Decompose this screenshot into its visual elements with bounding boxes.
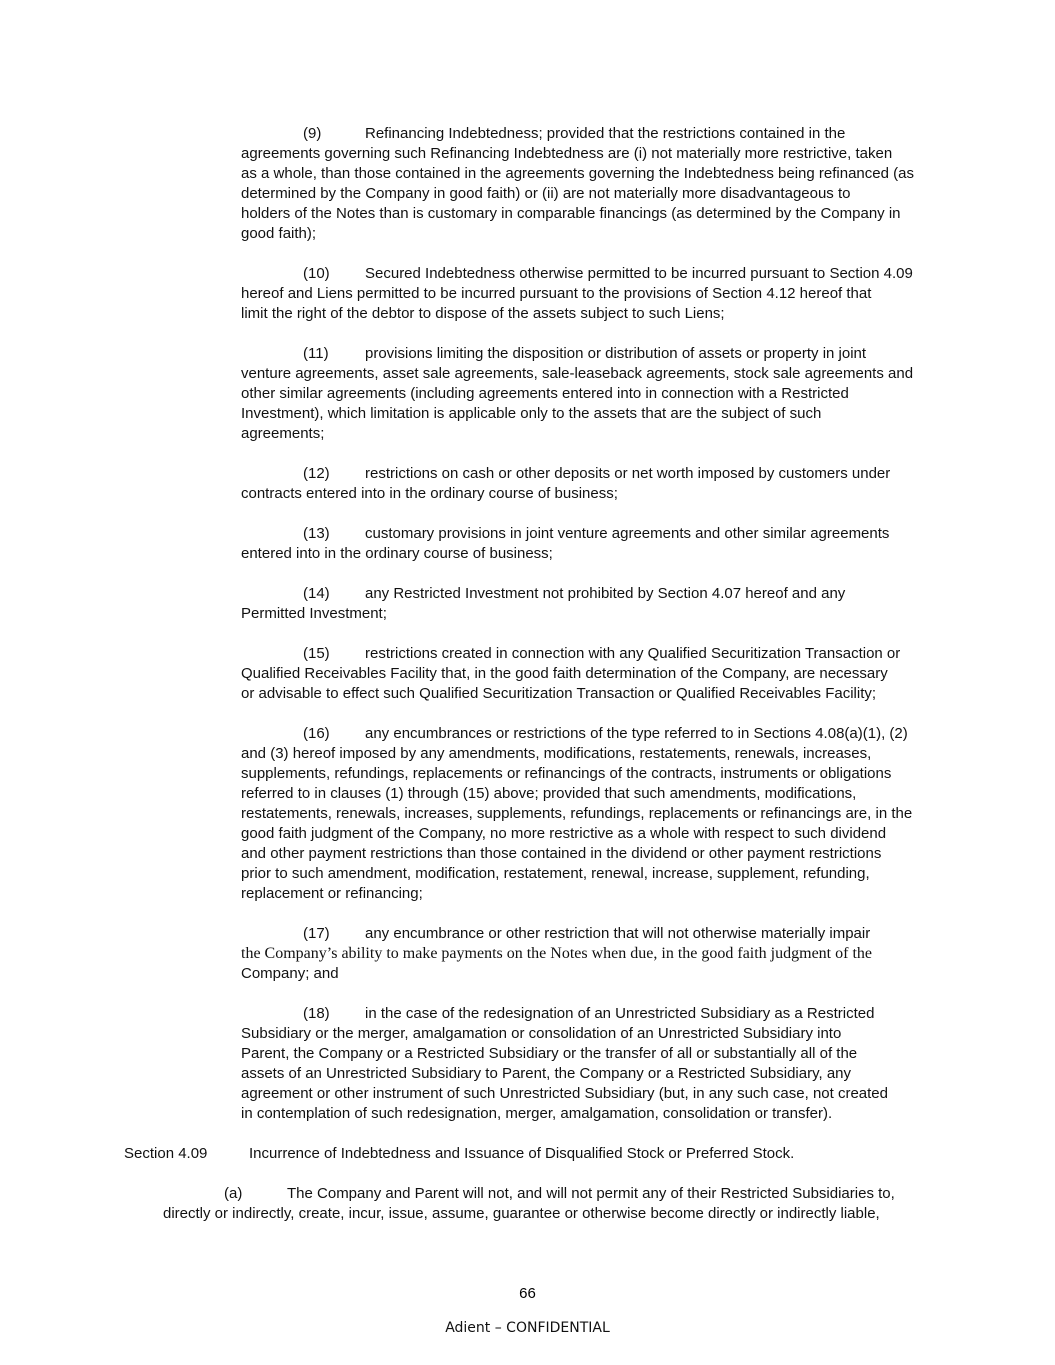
section-number: Section 4.09 bbox=[124, 1145, 208, 1162]
clause-line: referred to in clauses (1) through (15) above; provided that such amendments, modifications, bbox=[241, 785, 857, 802]
clause-number: (13) bbox=[303, 525, 330, 542]
clause-line: or advisable to effect such Qualified Securitization Transaction or Qualified Receivables Facility; bbox=[241, 685, 877, 702]
clause-first-line: any encumbrances or restrictions of the type referred to in Sections 4.08(a)(1), (2) bbox=[365, 725, 908, 742]
clause-18 bbox=[241, 1004, 936, 1124]
clause-line: assets of an Unrestricted Subsidiary to Parent, the Company or a Restricted Subsidiary, any bbox=[241, 1065, 852, 1082]
clause-line: replacement or refinancing; bbox=[241, 885, 423, 902]
clause-line: entered into in the ordinary course of business; bbox=[241, 545, 553, 562]
clause-line: the Company’s ability to make payments on the Notes when due, in the good faith judgment of the bbox=[241, 945, 872, 962]
clause-12 bbox=[241, 464, 936, 504]
clause-first-line: any encumbrance or other restriction that will not otherwise materially impair bbox=[365, 925, 871, 942]
clause-line: Company; and bbox=[241, 965, 339, 982]
clause-line: determined by the Company in good faith) or (ii) are not materially more disadvantageous to bbox=[241, 185, 851, 202]
clause-line: limit the right of the debtor to dispose of the assets subject to such Liens; bbox=[241, 305, 725, 322]
clause-line: Qualified Receivables Facility that, in the good faith determination of the Company, are necessary bbox=[241, 665, 888, 682]
clause-first-line: customary provisions in joint venture agreements and other similar agreements bbox=[365, 525, 890, 542]
clause-line: restatements, renewals, increases, supplements, refundings, replacements or refinancings are, in the bbox=[241, 805, 913, 822]
clause-line: venture agreements, asset sale agreements, sale-leaseback agreements, stock sale agreements and bbox=[241, 365, 914, 382]
clause-number: (18) bbox=[303, 1005, 330, 1022]
paragraph-first-line: The Company and Parent will not, and will not permit any of their Restricted Subsidiaries to, bbox=[287, 1185, 895, 1202]
clause-line: agreements; bbox=[241, 425, 325, 442]
clause-line: contracts entered into in the ordinary course of business; bbox=[241, 485, 618, 502]
clause-first-line: provisions limiting the disposition or distribution of assets or property in joint bbox=[365, 345, 867, 362]
section-heading bbox=[124, 1144, 794, 1164]
clause-line: good faith judgment of the Company, no more restrictive as a whole with respect to such dividend bbox=[241, 825, 887, 842]
clause-line: hereof and Liens permitted to be incurred pursuant to the provisions of Section 4.12 hereof that bbox=[241, 285, 872, 302]
clause-line: and (3) hereof imposed by any amendments, modifications, restatements, renewals, increases, bbox=[241, 745, 872, 762]
section-title: Incurrence of Indebtedness and Issuance of Disqualified Stock or Preferred Stock. bbox=[249, 1145, 795, 1162]
clause-first-line: Secured Indebtedness otherwise permitted to be incurred pursuant to Section 4.09 bbox=[365, 265, 913, 282]
clause-line: as a whole, than those contained in the agreements governing the Indebtedness being refinanced (as bbox=[241, 165, 914, 182]
clause-16 bbox=[241, 724, 936, 904]
clause-line: Subsidiary or the merger, amalgamation or consolidation of an Unrestricted Subsidiary into bbox=[241, 1025, 842, 1042]
clause-9 bbox=[241, 124, 936, 244]
clause-number: (17) bbox=[303, 925, 330, 942]
clause-number: (11) bbox=[303, 345, 329, 362]
page-number: 66 bbox=[519, 1285, 536, 1302]
clause-line: Parent, the Company or a Restricted Subsidiary or the transfer of all or substantially all of the bbox=[241, 1045, 858, 1062]
clause-10 bbox=[241, 264, 936, 324]
clause-line: prior to such amendment, modification, restatement, renewal, increase, supplement, refunding, bbox=[241, 865, 870, 882]
clause-line: other similar agreements (including agreements entered into in connection with a Restricted bbox=[241, 385, 849, 402]
clause-first-line: in the case of the redesignation of an Unrestricted Subsidiary as a Restricted bbox=[365, 1005, 875, 1022]
clause-line: agreement or other instrument of such Unrestricted Subsidiary (but, in any such case, not created bbox=[241, 1085, 888, 1102]
clause-number: (16) bbox=[303, 725, 330, 742]
clause-line: Permitted Investment; bbox=[241, 605, 387, 622]
clause-14 bbox=[241, 584, 936, 624]
clause-11 bbox=[241, 344, 936, 444]
clause-line: Investment), which limitation is applicable only to the assets that are the subject of such bbox=[241, 405, 822, 422]
clause-first-line: any Restricted Investment not prohibited by Section 4.07 hereof and any bbox=[365, 585, 846, 602]
clause-first-line: restrictions on cash or other deposits or net worth imposed by customers under bbox=[365, 465, 891, 482]
clause-line: good faith); bbox=[241, 225, 317, 242]
clause-13 bbox=[241, 524, 936, 564]
clause-line: supplements, refundings, replacements or refinancings of the contracts, instruments or obligations bbox=[241, 765, 892, 782]
clause-17 bbox=[241, 924, 936, 984]
paragraph-line: directly or indirectly, create, incur, issue, assume, guarantee or otherwise become directly or indirectly liable, bbox=[163, 1205, 880, 1222]
clause-number: (10) bbox=[303, 265, 330, 282]
clause-number: (12) bbox=[303, 465, 330, 482]
clause-line: and other payment restrictions than those contained in the dividend or other payment restrictions bbox=[241, 845, 882, 862]
paragraph-label: (a) bbox=[224, 1185, 243, 1202]
clause-number: (15) bbox=[303, 645, 330, 662]
clause-line: holders of the Notes than is customary in comparable financings (as determined by the Company in bbox=[241, 205, 901, 222]
clause-number: (14) bbox=[303, 585, 330, 602]
clause-15 bbox=[241, 644, 936, 704]
paragraph-a bbox=[163, 1184, 953, 1224]
clause-first-line: Refinancing Indebtedness; provided that the restrictions contained in the bbox=[365, 125, 846, 142]
clause-number: (9) bbox=[303, 125, 322, 142]
clause-line: in contemplation of such redesignation, merger, amalgamation, consolidation or transfer). bbox=[241, 1105, 833, 1122]
clause-line: agreements governing such Refinancing Indebtedness are (i) not materially more restrictive, taken bbox=[241, 145, 893, 162]
confidential-footer: Adient – CONFIDENTIAL bbox=[445, 1320, 610, 1336]
clause-first-line: restrictions created in connection with any Qualified Securitization Transaction or bbox=[365, 645, 901, 662]
